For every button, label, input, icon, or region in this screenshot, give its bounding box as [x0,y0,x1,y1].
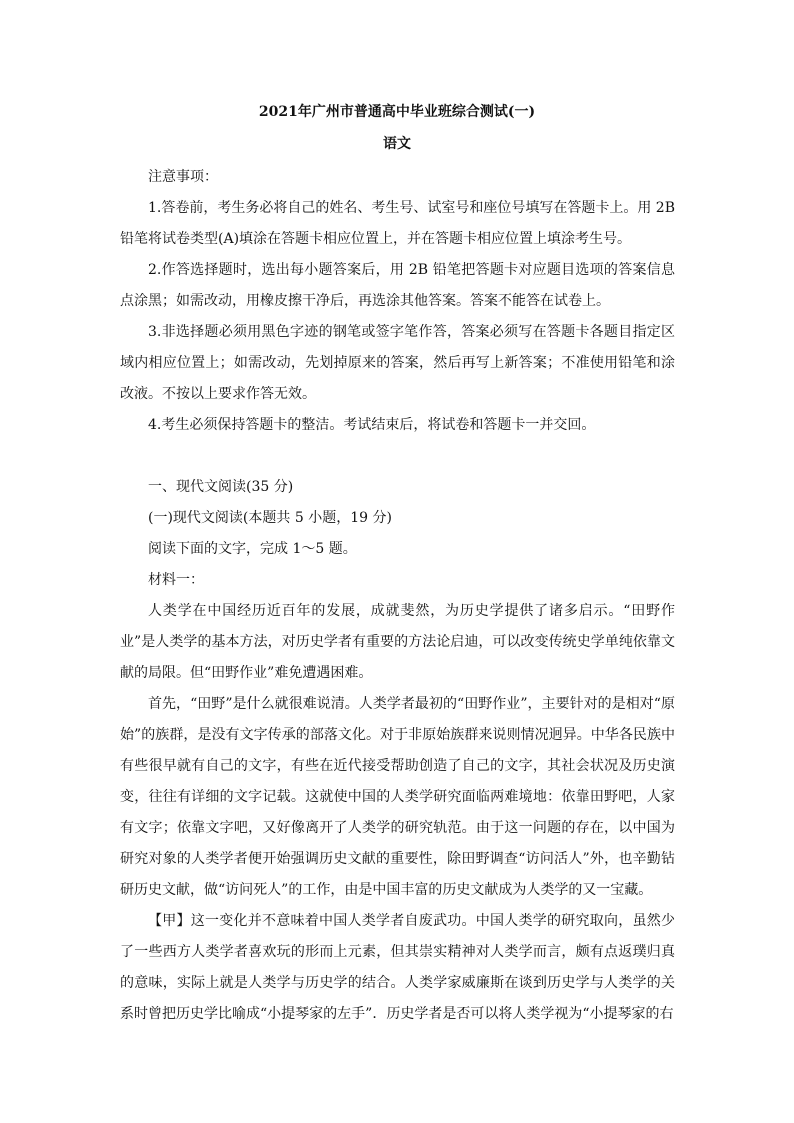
exam-title: 2021年广州市普通高中毕业班综合测试(一) [258,104,536,120]
spacer [120,441,675,472]
section-subheading: (一)现代文阅读(本题共 5 小题，19 分) [148,510,392,526]
passage-paragraph: 人类学在中国经历近百年的发展，成就斐然，为历史学提供了诸多启示。“田野作业”是人类学的基本方法，对历史学者有重要的方法论启迪，可以改变传统史学单纯依靠文献的局限。但“田野作业”难免遭遇困难。 [120,603,675,681]
notice-item: 3.非选择题必须用黑色字迹的钢笔或签字笔作答，答案必须写在答题卡各题目指定区域内相应位置上；如需改动，先划掉原来的答案，然后再写上新答案；不准使用铅笔和涂改液。不按以上要求作答无效。 [120,324,675,402]
reading-instruction: 阅读下面的文字，完成 1～5 题。 [148,541,357,557]
section-heading: 一、现代文阅读(35 分) [148,479,294,495]
document-body [120,162,675,1030]
passage-paragraph: 【甲】这一变化并不意味着中国人类学者自废武功。中国人类学的研究取向，虽然少了一些西方人类学者喜欢玩的形而上元素，但其崇实精神对人类学而言，颇有点返璞归真的意味，实际上就是人类学与历史学的结合。人类学家威廉斯在谈到历史学与人类学的关系时曾把历史学比喻成“小提琴家的左手”．历史学者是否可以将人类学视为“小提琴家的右 [120,913,675,1022]
subject-title: 语文 [383,136,411,152]
notice-item: 2.作答选择题时，选出每小题答案后，用 2B 铅笔把答题卡对应题目选项的答案信息点涂黑；如需改动，用橡皮擦干净后，再选涂其他答案。答案不能答在试卷上。 [120,262,675,309]
material-label: 材料一： [148,572,204,588]
notice-item: 4.考生必须保持答题卡的整洁。考试结束后，将试卷和答题卡一并交回。 [148,417,596,433]
passage-paragraph: 首先，“田野”是什么就很难说清。人类学者最初的“田野作业”，主要针对的是相对“原始”的族群，是没有文字传承的部落文化。对于非原始族群来说则情况迥异。中华各民族中有些很早就有自己的文字，有些在近代接受帮助创造了自己的文字，其社会状况及历史演变，往往有详细的文字记载。这就使中国的人类学研究面临两难境地：依靠田野吧，人家有文字；依靠文字吧，又好像离开了人类学的研究轨范。由于这一问题的存在，以中国为研究对象的人类学者便开始强调历史文献的重要性，除田野调查“访问活人”外，也辛勤钻研历史文献，做“访问死人”的工作，由是中国丰富的历史文献成为人类学的又一宝藏。 [120,696,675,898]
notice-heading: 注意事项： [148,169,218,185]
notice-item: 1.答卷前，考生务必将自己的姓名、考生号、试室号和座位号填写在答题卡上。用 2B 铅笔将试卷类型(A)填涂在答题卡相应位置上，并在答题卡相应位置上填涂考生号。 [120,200,676,247]
